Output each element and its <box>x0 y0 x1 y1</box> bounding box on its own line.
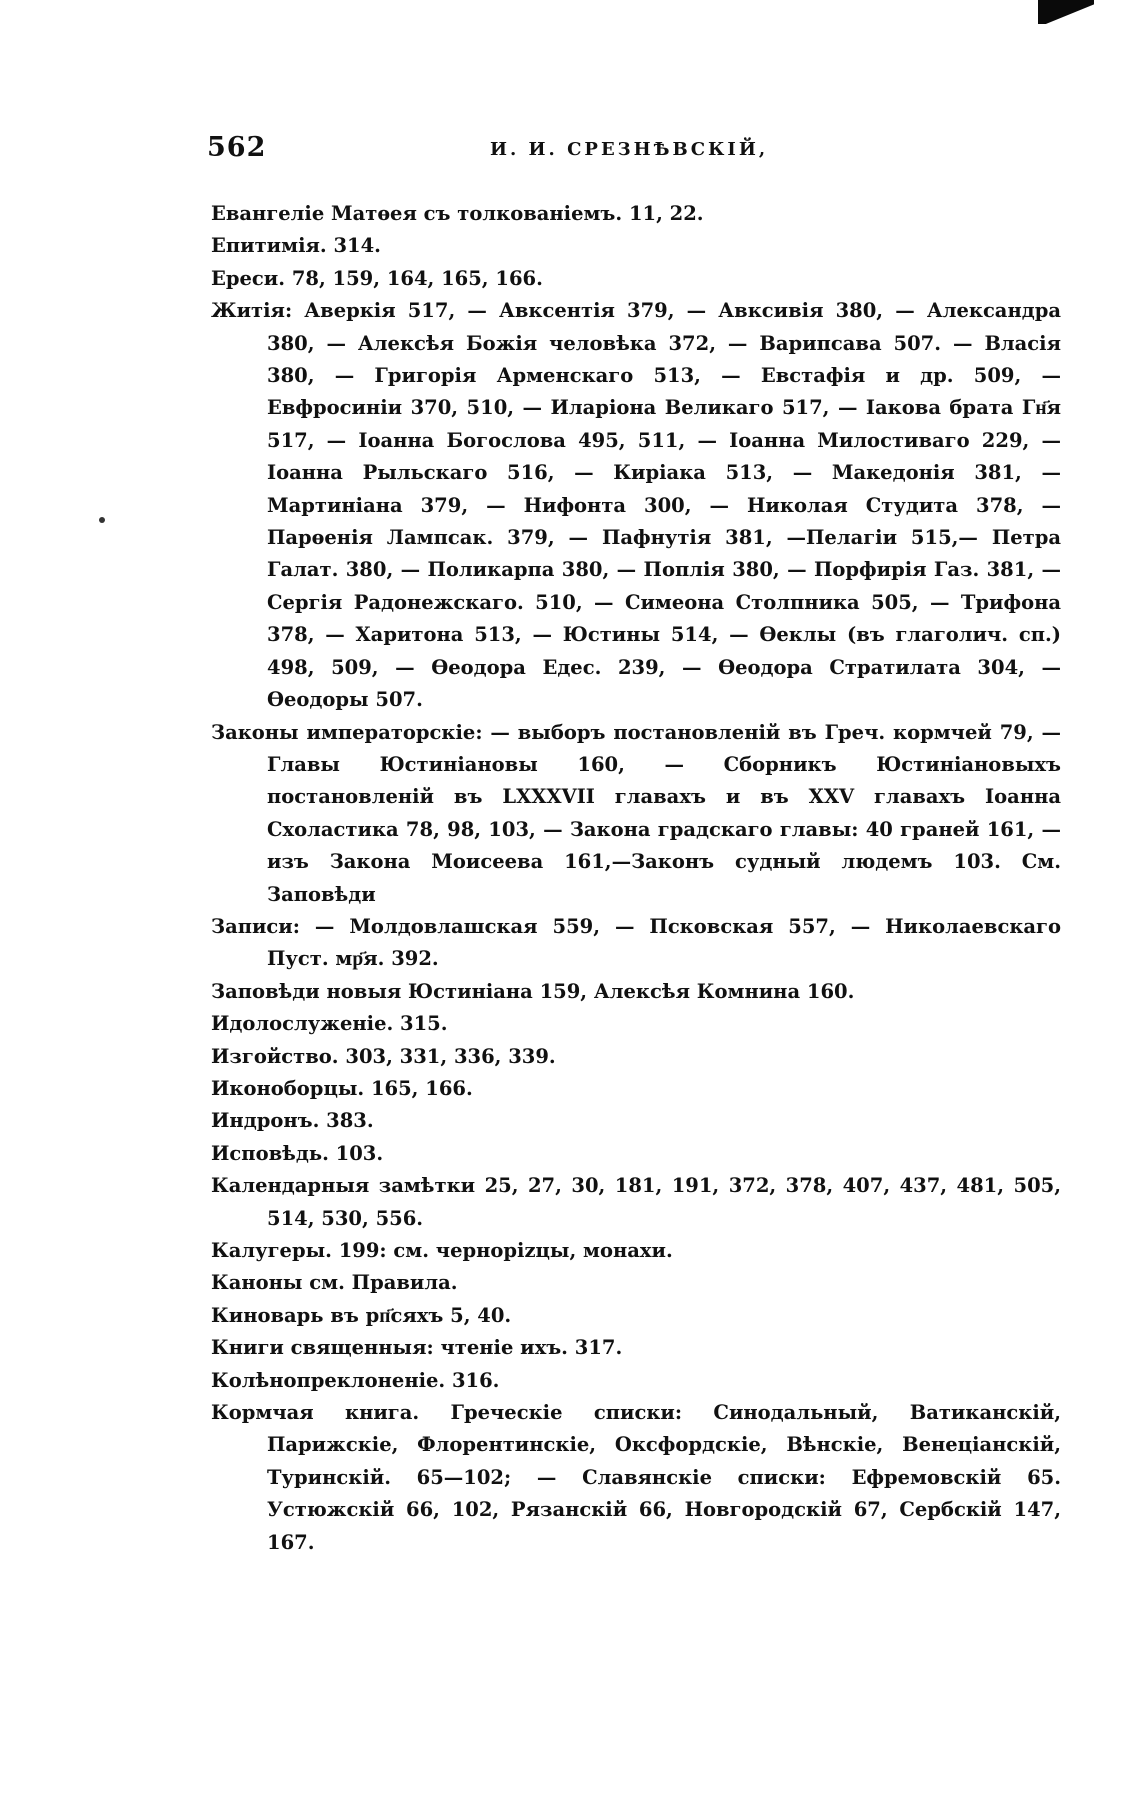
running-head: И. И. СРЕЗНѢВСКIЙ, <box>490 139 769 160</box>
index-entry: Киноварь въ рп҃сяхъ 5, 40. <box>211 1303 512 1327</box>
index-entry: Ереси. 78, 159, 164, 165, 166. <box>211 266 543 290</box>
index-entry: Календарныя замѣтки 25, 27, 30, 181, 191, 372, 378, 407, 437, 481, 505, 514, 530, 556. <box>211 1174 1061 1230</box>
index-entry: Индронъ. 383. <box>211 1109 374 1133</box>
index-entry: Законы императорскiе: — выборъ постановленiй въ Греч. кормчей 79, — Главы Юстинiановы 160, — Сборникъ Юстинiановыхъ постановленiй въ LXXXVII главахъ и въ XXV главахъ Iоанна Схоластика 78, 98, 103, — Закона градскаго главы: 40 граней 161, — изъ Закона Моисеева 161,—Законъ судный людемъ 103. См. Заповѣди <box>211 720 1061 906</box>
index-entry: Епитимiя. 314. <box>211 234 381 258</box>
index-entry: Евангелiе Матѳея съ толкованiемъ. 11, 22. <box>211 202 704 225</box>
index-entry: Изгойство. 303, 331, 336, 339. <box>211 1044 556 1068</box>
index-entry: Иконоборцы. 165, 166. <box>211 1076 473 1100</box>
binding-mark <box>1038 0 1094 24</box>
index-entry: Книги священныя: чтенiе ихъ. 317. <box>211 1336 623 1360</box>
margin-speck <box>99 517 105 523</box>
page-header <box>207 132 1007 172</box>
index-entry: Житiя: Аверкiя 517, — Авксентiя 379, — Авксивiя 380, — Александра 380, — Алексѣя Божiя человѣка 372, — Варипсава 507. — Власiя 380, — Григорiя Арменскаго 513, — Евстафiя и др. 509, — Евфросинiи 370, 510, — Иларiона Великаго 517, — Iакова брата Гн҃я 517, — Iоанна Богослова 495, 511, — Iоанна Милостиваго 229, — Iоанна Рыльскаго 516, — Кирiака 513, — Македонiя 381, — Мартинiана 379, — Нифонта 300, — Николая Студита 378, — Парѳенiя Лампсак. 379, — Пафнутiя 381, —Пелагiи 515,— Петра Галат. 380, — Поликарпа 380, — Поплiя 380, — Порфирiя Газ. 381, — Сергiя Радонежскаго. 510, — Симеона Столпника 505, — Трифона 378, — Харитона 513, — Юстины 514, — Ѳеклы (въ глаголич. сп.) 498, 509, — Ѳеодора Едес. 239, — Ѳеодора Стратилата 304, — Ѳеодоры 507. <box>211 299 1061 712</box>
index-entry: Исповѣдь. 103. <box>211 1141 384 1165</box>
subject-index <box>211 198 1061 1559</box>
index-entry: Каноны см. Правила. <box>211 1271 458 1295</box>
page-number: 562 <box>207 132 267 163</box>
index-entry: Записи: — Молдовлашская 559, — Псковская 557, — Николаевскаго Пуст. мр҃я. 392. <box>211 914 1061 971</box>
index-entry: Кормчая книга. Греческiе списки: Синодальный, Ватиканскiй, Парижскiе, Флорентинскiе, Оксфордскiе, Вѣнскiе, Венецiанскiй, Туринскiй. 65—102; — Славянскiе списки: Ефремовскiй 65. Устюжскiй 66, 102, Рязанскiй 66, Новгородскiй 67, Сербскiй 147, 167. <box>211 1401 1061 1554</box>
index-entry: Идолослуженiе. 315. <box>211 1012 448 1036</box>
index-entry: Калугеры. 199: см. чернорizцы, монахи. <box>211 1239 673 1262</box>
index-entry: Колѣнопреклоненiе. 316. <box>211 1368 500 1392</box>
index-entry: Заповѣди новыя Юстинiана 159, Алексѣя Комнина 160. <box>211 979 855 1003</box>
